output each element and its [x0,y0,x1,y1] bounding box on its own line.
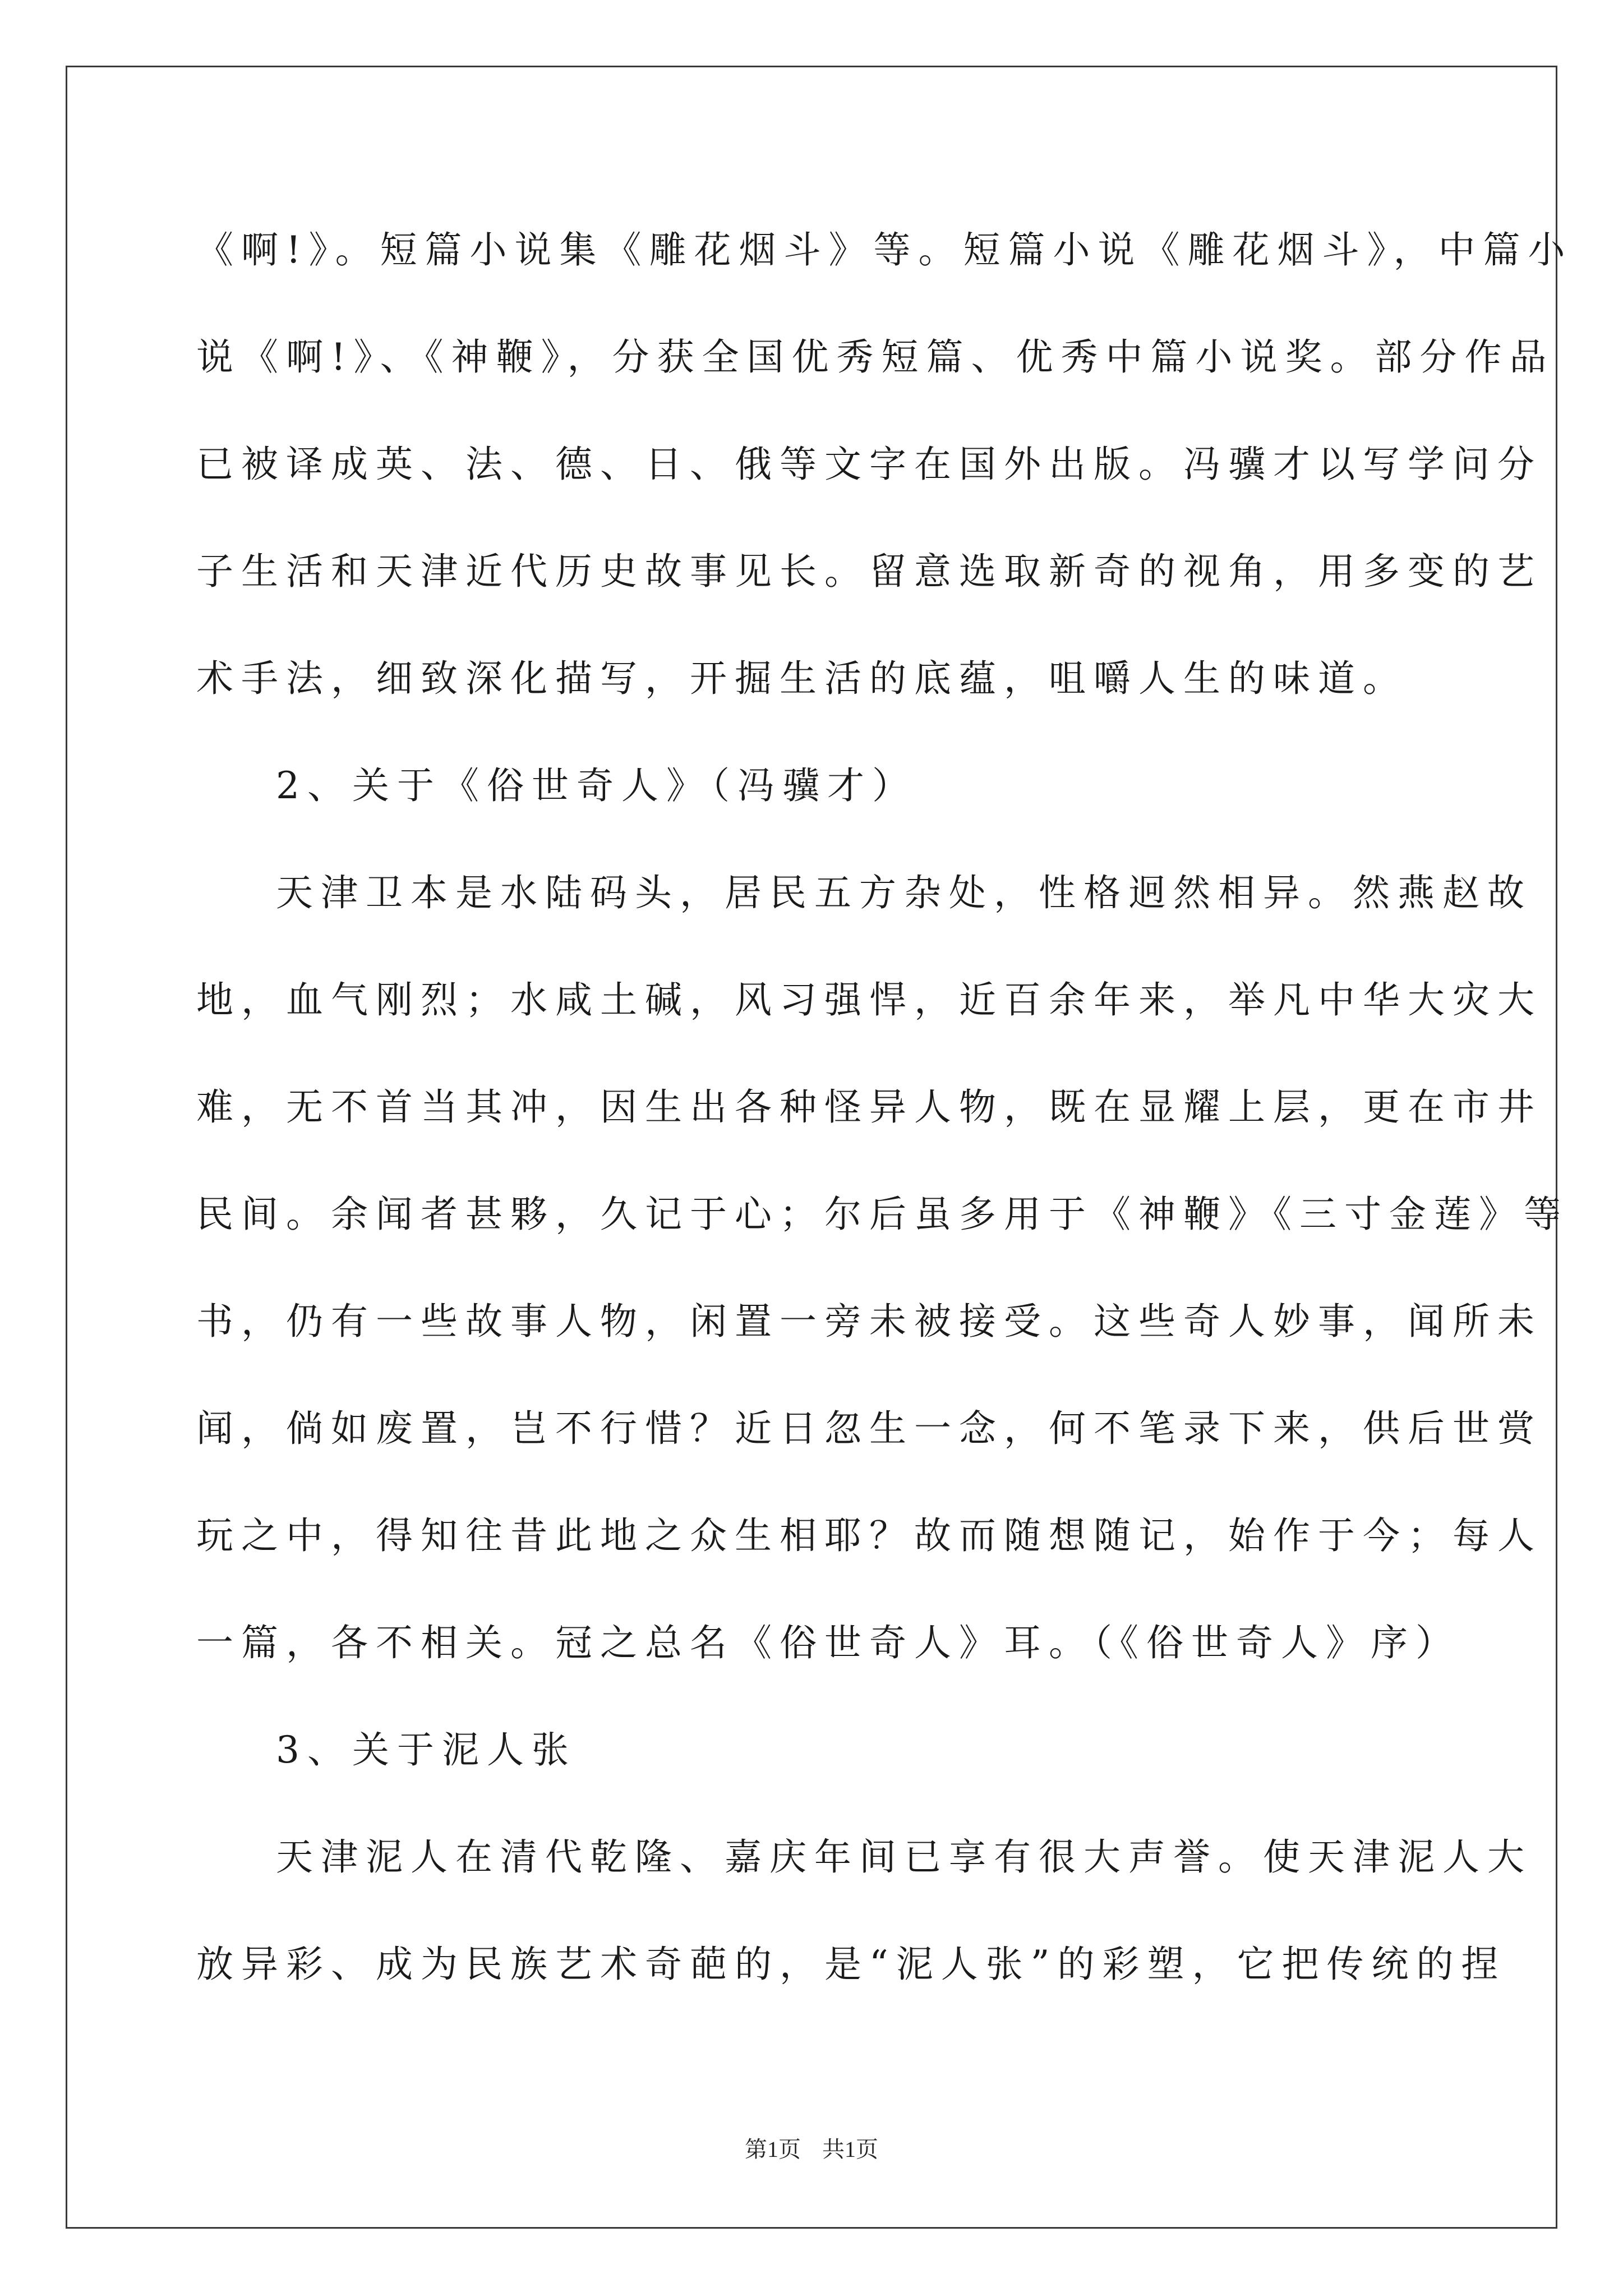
text-line: 子生活和天津近代历史故事见长。留意选取新奇的视角，用多变的艺 [196,550,1542,593]
page-number: 第1页 [745,2137,801,2162]
text-line: 难，无不首当其冲，因生出各种怪异人物，既在显耀上层，更在市井 [196,1085,1542,1129]
section-heading: 3、关于泥人张 [276,1728,577,1772]
text-line: 《啊!》。短篇小说集《雕花烟斗》等。短篇小说《雕花烟斗》，中篇小 [196,228,1573,272]
text-line: 闻，倘如废置，岂不行惜？近日忽生一念，何不笔录下来，供后世赏 [196,1407,1542,1450]
text-line: 说《啊!》、《神鞭》，分获全国优秀短篇、优秀中篇小说奖。部分作品 [196,335,1555,379]
text-line: 地，血气刚烈；水咸土碱，风习强悍，近百余年来，举凡中华大灾大 [196,978,1542,1022]
text-line: 放异彩、成为民族艺术奇葩的，是“泥人张”的彩塑，它把传统的捏 [196,1943,1506,1986]
text-line: 玩之中，得知往昔此地之众生相耶？故而随想随记，始作于今；每人 [196,1514,1542,1557]
text-line: 天津卫本是水陆码头，居民五方杂处，性格迥然相异。然燕赵故 [276,871,1532,914]
document-body [196,196,1573,2018]
section-heading: 2、关于《俗世奇人》（冯骥才） [276,764,917,807]
text-line: 已被译成英、法、德、日、俄等文字在国外出版。冯骥才以写学问分 [196,443,1542,486]
page-total: 共1页 [822,2137,878,2162]
text-line: 术手法，细致深化描写，开掘生活的底蕴，咀嚼人生的味道。 [196,657,1408,700]
text-line: 书，仍有一些故事人物，闲置一旁未被接受。这些奇人妙事，闻所未 [196,1300,1542,1343]
text-line: 民间。余闻者甚夥，久记于心；尔后虽多用于《神鞭》《三寸金莲》等 [196,1193,1569,1236]
page-footer [0,2132,1623,2164]
text-line: 一篇，各不相关。冠之总名《俗世奇人》耳。（《俗世奇人》序） [196,1621,1460,1664]
text-line: 天津泥人在清代乾隆、嘉庆年间已享有很大声誉。使天津泥人大 [276,1835,1532,1879]
